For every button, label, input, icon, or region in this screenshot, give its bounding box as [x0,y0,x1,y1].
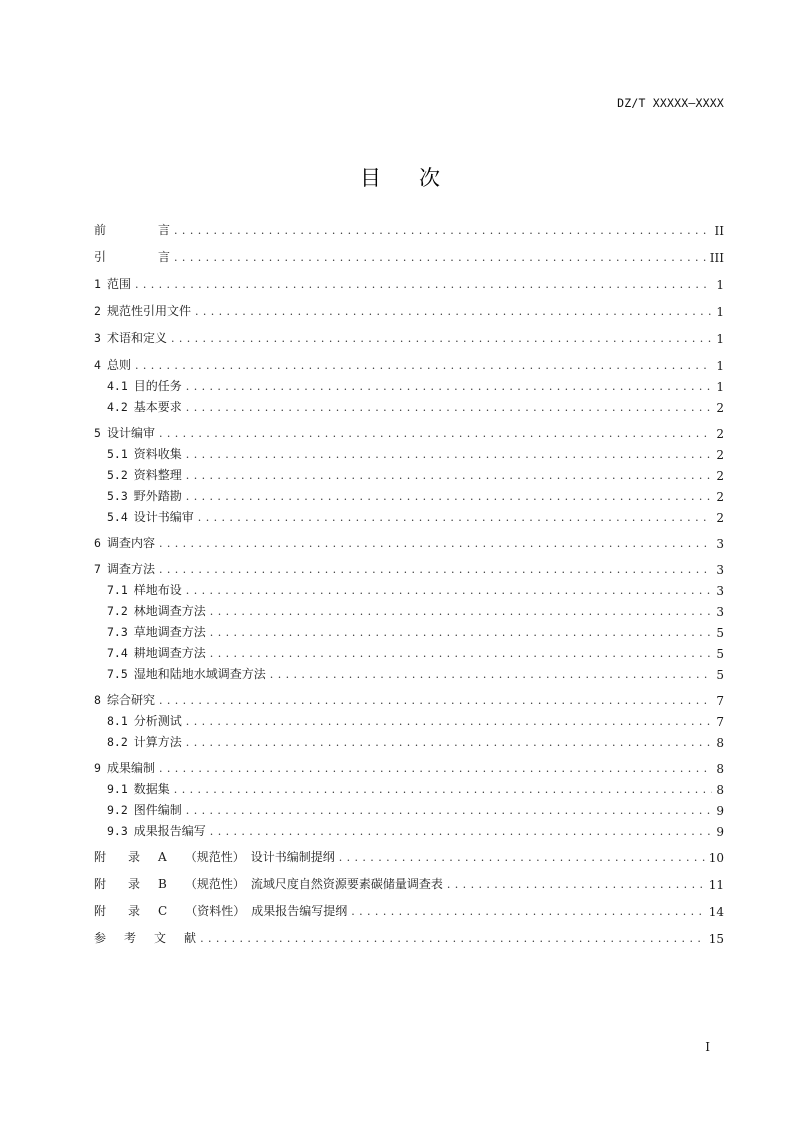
toc-subentry[interactable] [107,624,724,640]
section-number: 7.1 [107,583,128,597]
toc-page-number: 3 [716,584,724,598]
dot-leader [210,825,713,839]
dot-leader [135,278,712,292]
toc-page-number: III [709,251,724,265]
references-char: 文 [154,931,167,945]
toc-page-number: II [714,224,724,238]
references-char: 参 [94,931,107,945]
document-code: DZ/T XXXXX—XXXX [617,96,724,110]
dot-leader [159,762,712,776]
toc-subentry[interactable] [107,509,724,525]
section-number: 1 [94,277,101,291]
dot-leader [186,448,713,462]
section-title: 设计编审 [106,426,155,440]
section-title: 分析测试 [133,714,182,728]
appendix-letter: A [158,850,167,864]
section-title: 野外踏勘 [133,489,182,503]
toc-entry-introduction[interactable] [94,249,724,265]
toc-subentry[interactable] [107,713,724,729]
toc-label-char: 引 [94,250,107,264]
appendix-char: 附 [94,904,107,918]
section-title: 数据集 [133,782,170,796]
toc-page-number: 3 [716,537,724,551]
section-title: 范围 [106,277,131,291]
dot-leader [159,537,712,551]
appendix-char: 附 [94,850,107,864]
toc-entry[interactable] [94,425,724,441]
dot-leader [186,715,713,729]
dot-leader [351,905,704,919]
toc-entry[interactable] [94,692,724,708]
dot-leader [210,605,713,619]
toc-page-number: 2 [716,401,724,415]
toc-page-number: 5 [716,647,724,661]
toc-page-number: 9 [716,825,724,839]
toc-subentry[interactable] [107,734,724,750]
section-number: 5.4 [107,510,128,524]
section-title: 术语和定义 [106,331,167,345]
section-title: 成果编制 [106,761,155,775]
toc-page-number: 10 [708,851,724,865]
section-number: 4.1 [107,379,128,393]
toc-page-number: 1 [716,332,724,346]
section-number: 5.3 [107,489,128,503]
toc-page-number: 7 [716,694,724,708]
title-char-1: 目 [360,166,381,190]
section-number: 6 [94,536,101,550]
toc-subentry[interactable] [107,645,724,661]
toc-page-number: 1 [716,380,724,394]
toc-entry[interactable] [94,330,724,346]
toc-page-number: 2 [716,511,724,525]
dot-leader [339,851,705,865]
toc-page-number: 14 [708,905,724,919]
toc-appendix-a[interactable] [94,849,724,865]
dot-leader [174,224,710,238]
toc-page-number: 7 [716,715,724,729]
page-title [0,162,800,192]
dot-leader [159,694,712,708]
section-number: 7 [94,562,101,576]
toc-page-number: 1 [716,359,724,373]
dot-leader [159,563,712,577]
section-title: 耕地调查方法 [133,646,206,660]
section-title: 调查内容 [106,536,155,550]
toc-subentry[interactable] [107,378,724,394]
section-number: 2 [94,304,101,318]
section-number: 8.2 [107,735,128,749]
dot-leader [171,332,712,346]
section-number: 9 [94,761,101,775]
toc-entry[interactable] [94,276,724,292]
dot-leader [186,584,713,598]
section-number: 5 [94,426,101,440]
section-number: 4.2 [107,400,128,414]
dot-leader [186,804,713,818]
appendix-title: 成果报告编写提纲 [251,904,348,918]
appendix-title: 设计书编制提纲 [250,850,335,864]
toc-page-number: 8 [716,736,724,750]
toc-entry[interactable] [94,535,724,551]
dot-leader [186,736,713,750]
dot-leader [159,427,712,441]
dot-leader [174,251,706,265]
toc-label-char: 言 [158,250,171,264]
dot-leader [200,932,705,946]
toc-page-number: 1 [716,278,724,292]
dot-leader [195,305,712,319]
toc-label-char: 言 [158,223,171,237]
toc-page-number: 15 [708,932,724,946]
section-number: 8 [94,693,101,707]
dot-leader [186,401,713,415]
section-number: 7.2 [107,604,128,618]
toc-page-number: 2 [716,427,724,441]
toc-subentry[interactable] [107,488,724,504]
dot-leader [186,380,713,394]
section-title: 林地调查方法 [133,604,206,618]
toc-subentry[interactable] [107,666,724,682]
toc-page-number: 5 [716,668,724,682]
toc-label-char: 前 [94,223,107,237]
appendix-letter: C [158,904,168,918]
toc-page-number: 8 [716,783,724,797]
references-char: 考 [124,931,137,945]
page-number: I [705,1040,710,1054]
dot-leader [210,647,713,661]
section-number: 5.1 [107,447,128,461]
toc-entry[interactable] [94,303,724,319]
toc-page-number: 2 [716,448,724,462]
toc-page-number: 11 [708,878,724,892]
section-title: 设计书编审 [133,510,194,524]
toc-entry-foreword[interactable] [94,222,724,238]
appendix-type: （规范性） [184,877,245,891]
toc-subentry[interactable] [107,781,724,797]
section-title: 总则 [106,358,131,372]
appendix-title: 流域尺度自然资源要素碳储量调查表 [250,877,443,891]
toc-page-number: 8 [716,762,724,776]
toc-subentry[interactable] [107,446,724,462]
appendix-type: （资料性） [185,904,246,918]
section-number: 8.1 [107,714,128,728]
toc-page-number: 9 [716,804,724,818]
dot-leader [174,783,713,797]
section-title: 计算方法 [133,735,182,749]
section-number: 9.2 [107,803,128,817]
appendix-char: 附 [94,877,107,891]
dot-leader [186,469,713,483]
dot-leader [270,668,713,682]
dot-leader [447,878,705,892]
toc-page-number: 2 [716,490,724,504]
section-number: 3 [94,331,101,345]
toc-subentry[interactable] [107,582,724,598]
toc-subentry[interactable] [107,823,724,839]
appendix-char: 录 [128,850,141,864]
toc-page-number: 5 [716,626,724,640]
dot-leader [210,626,713,640]
references-char: 献 [184,931,197,945]
appendix-type: （规范性） [184,850,245,864]
dot-leader [186,490,713,504]
section-number: 7.4 [107,646,128,660]
toc-appendix-c[interactable] [94,903,724,919]
toc-subentry[interactable] [107,467,724,483]
section-number: 4 [94,358,101,372]
appendix-letter: B [158,877,167,891]
section-title: 草地调查方法 [133,625,206,639]
section-number: 5.2 [107,468,128,482]
toc-page-number: 2 [716,469,724,483]
dot-leader [198,511,713,525]
section-title: 调查方法 [106,562,155,576]
section-title: 规范性引用文件 [106,304,191,318]
toc-appendix-b[interactable] [94,876,724,892]
section-title: 综合研究 [106,693,155,707]
section-title: 图件编制 [133,803,182,817]
section-title: 资料收集 [133,447,182,461]
toc-subentry[interactable] [107,399,724,415]
section-title: 湿地和陆地水域调查方法 [133,667,266,681]
toc-page-number: 3 [716,605,724,619]
section-number: 7.3 [107,625,128,639]
toc-entry[interactable] [94,760,724,776]
toc-subentry[interactable] [107,603,724,619]
section-number: 9.1 [107,782,128,796]
toc-page-number: 3 [716,563,724,577]
toc-page-number: 1 [716,305,724,319]
appendix-char: 录 [128,877,141,891]
section-title: 基本要求 [133,400,182,414]
toc-entry[interactable] [94,357,724,373]
section-title: 样地布设 [133,583,182,597]
appendix-char: 录 [128,904,141,918]
section-number: 7.5 [107,667,128,681]
title-char-2: 次 [419,166,440,190]
section-title: 目的任务 [133,379,182,393]
toc-subentry[interactable] [107,802,724,818]
dot-leader [135,359,712,373]
section-number: 9.3 [107,824,128,838]
section-title: 成果报告编写 [133,824,206,838]
toc-entry-references[interactable] [94,930,724,946]
section-title: 资料整理 [133,468,182,482]
toc-entry[interactable] [94,561,724,577]
